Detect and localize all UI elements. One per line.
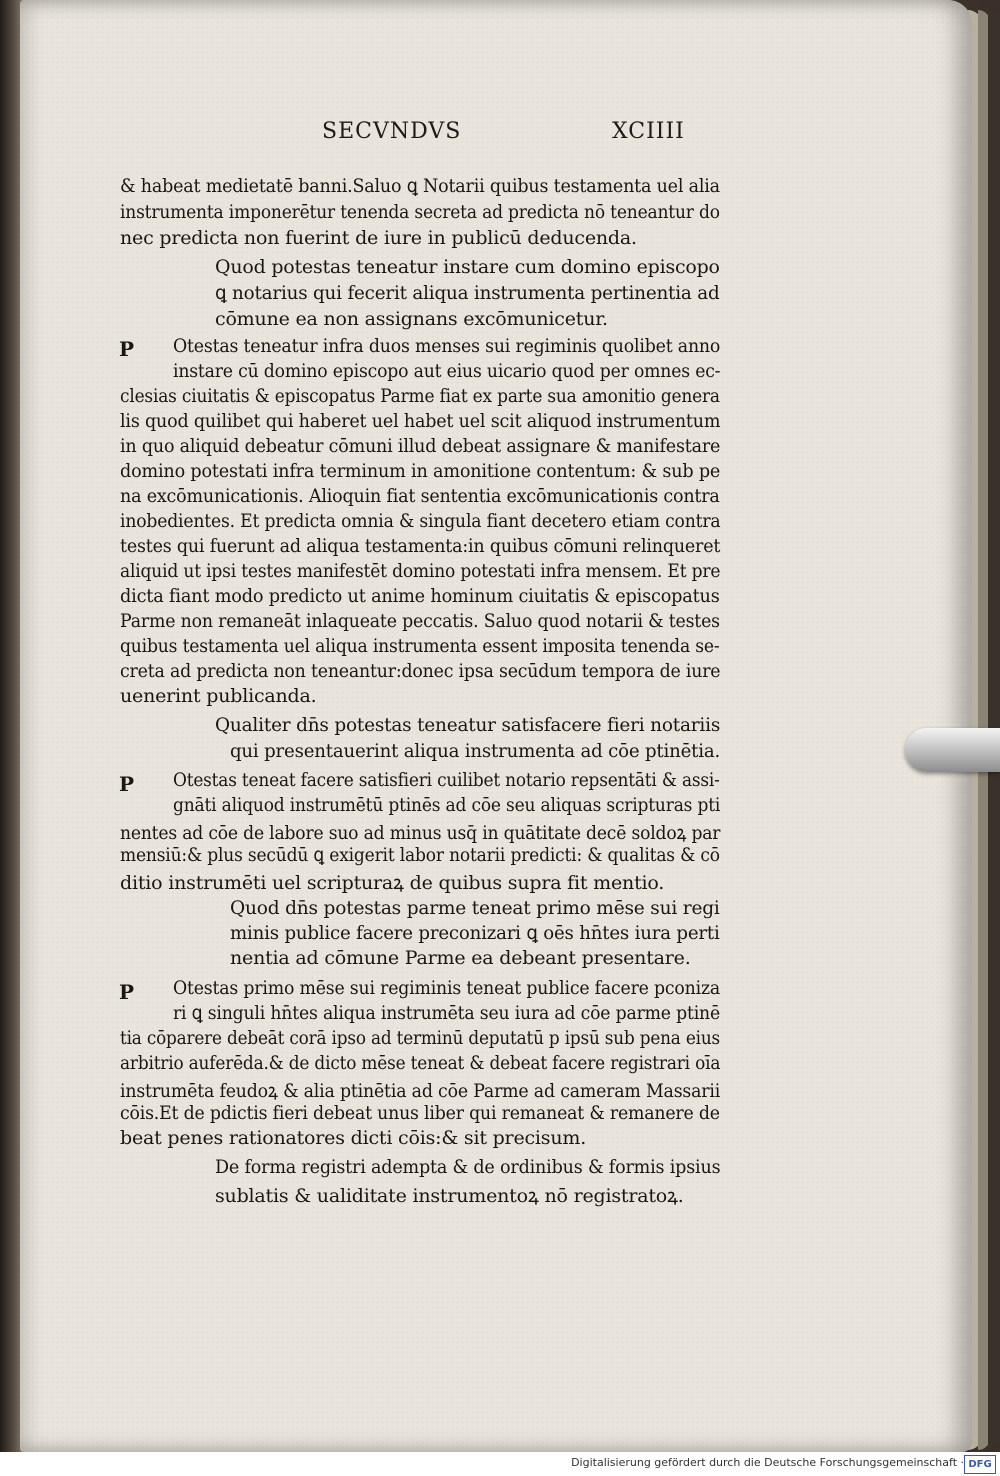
text-line: arbitrio auferēda.& de dicto mēse teneat & debeat facere registrari oīa [120,1052,721,1074]
text-line: nec predicta non fuerint de iure in publicū deducenda. [120,227,637,249]
running-head: SECVNDVS [322,119,462,144]
text-line: Otestas primo mēse sui regiminis teneat publice facere pconiza [173,977,721,999]
text-line: instrumenta imponerētur tenenda secreta ad predicta nō teneantur do [120,201,720,223]
digitization-footer [0,1452,1000,1476]
folio-number: XCIIII [612,119,685,144]
text-line: testes qui fuerunt ad aliqua testamenta:in quibus cōmuni relinqueret [120,535,721,557]
text-line: & habeat medietatē banni.Saluo ꝗ Notarii quibus testamenta uel alia [120,175,720,197]
text-line: uenerint publicanda. [120,685,317,707]
text-line: clesias ciuitatis & episcopatus Parme fiat ex parte sua amonitio genera [120,385,720,407]
text-line: gnāti aliquod instrumētū ptinēs ad cōe seu aliquas scripturas pti [173,794,721,816]
text-line: ditio instrumēti uel scripturaꝝ de quibus supra fit mentio. [120,872,665,894]
text-line: na excōmunicationis. Alioquin fiat sententia excōmunicationis contra [120,485,720,507]
page-clip [905,728,1000,772]
funding-credit: Digitalisierung gefördert durch die Deutsche Forschungsgemeinschaft · [571,1456,964,1469]
text-line: quibus testamenta uel aliqua instrumenta essent imposita tenenda se- [120,635,720,657]
initial-guide-letter: P [119,772,135,796]
rubric-line: cōmune ea non assignans excōmunicetur. [215,308,608,330]
page-header [0,119,1000,159]
text-line: instare cū domino episcopo aut eius uicario quod per omnes ec- [173,360,721,382]
rubric-line: minis publice facere preconizari ꝗ oēs hn̄tes iura perti [230,922,720,944]
rubric-line: De forma registri adempta & de ordinibus & formis ipsius [215,1156,721,1178]
rubric-line: sublatis & ualiditate instrumentoꝝ nō registratoꝝ. [215,1185,684,1207]
text-line: domino potestati infra terminum in amonitione contentum: & sub pe [120,460,721,482]
text-line: nentes ad cōe de labore suo ad minus usq̄ in quātitate decē soldoꝝ par [120,822,721,844]
text-line: instrumēta feudoꝝ & alia ptinētia ad cōe Parme ad cameram Massarii [120,1080,721,1102]
text-line: aliquid ut ipsi testes manifestēt domino potestati infra mensem. Et pre [120,560,721,582]
rubric-line: qui presentauerint aliqua instrumenta ad cōe ptinētia. [230,740,721,762]
dfg-logo-icon [964,1455,996,1474]
text-line: mensiū:& plus secūdū ꝗ exigerit labor notarii predicti: & qualitas & cō [120,844,720,866]
text-line: tia cōparere debeāt corā ipso ad terminū deputatū p ipsū sub pena eius [120,1027,720,1049]
text-line: lis quod quilibet qui haberet uel habet uel scit aliquod instrumentum [120,410,721,432]
text-line: inobedientes. Et predicta omnia & singula fiant decetero etiam contra [120,510,721,532]
rubric-line: Qualiter dn̄s potestas teneatur satisfacere fieri notariis [215,714,721,736]
rubric-line: Quod potestas teneatur instare cum domino episcopo [215,256,720,278]
text-line: Otestas teneat facere satisfieri cuilibet notario repsentāti & assi- [173,769,720,791]
initial-guide-letter: P [119,337,135,361]
text-line: beat penes rationatores dicti cōis:& sit precisum. [120,1127,587,1149]
text-line: dicta fiant modo predicto ut anime hominum ciuitatis & episcopatus [120,585,720,607]
text-line: creta ad predicta non teneantur:donec ipsa secūdum tempora de iure [120,660,721,682]
text-line: Parme non remaneāt inlaqueate peccatis. Saluo quod notarii & testes [120,610,720,632]
rubric-line: nentia ad cōmune Parme ea debeant presentare. [230,947,691,969]
text-line: cōis.Et de pdictis fieri debeat unus liber qui remaneat & remanere de [120,1102,720,1124]
text-line: ri ꝗ singuli hn̄tes aliqua instrumēta seu iura ad cōe parme ptinē [173,1002,720,1024]
rubric-line: Quod dn̄s potestas parme teneat primo mēse sui regi [230,897,720,919]
dfg-logo-text: DFG [968,1459,992,1470]
text-line: Otestas teneatur infra duos menses sui regiminis quolibet anno [173,335,721,357]
initial-guide-letter: P [119,980,135,1004]
text-line: in quo aliquid debeatur cōmuni illud debeat assignare & manifestare [120,435,721,457]
rubric-line: ꝗ notarius qui fecerit aliqua instrumenta pertinentia ad [215,282,720,304]
